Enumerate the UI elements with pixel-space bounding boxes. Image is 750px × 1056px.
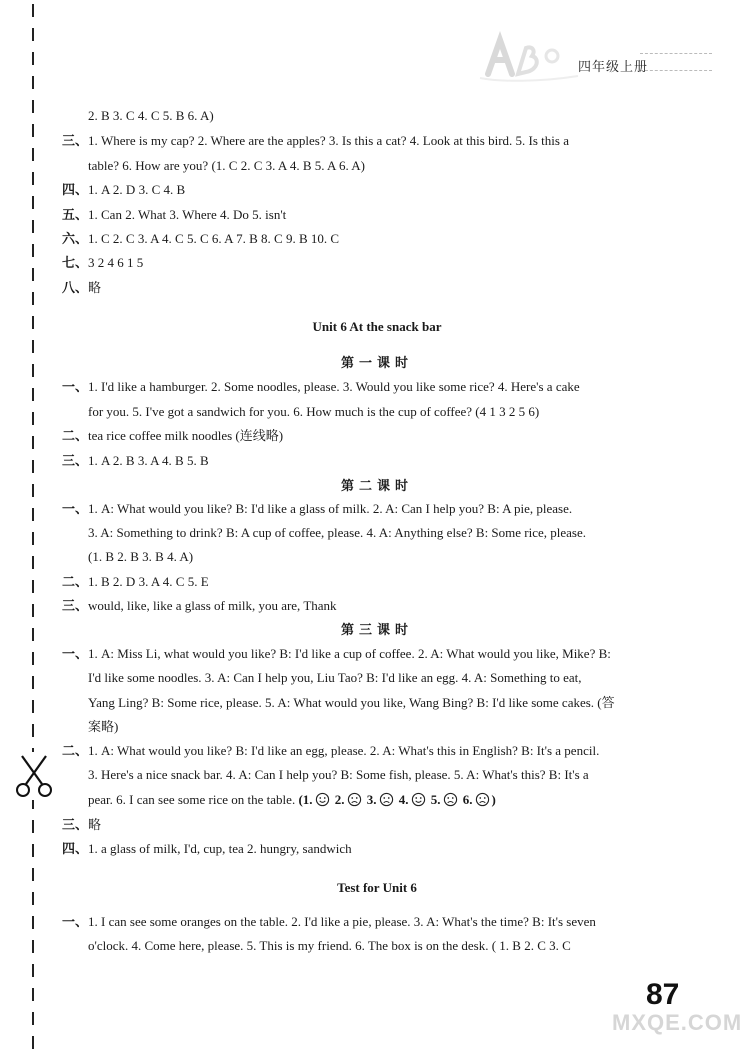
answer-line: pear. 6. I can see some rice on the table. (1. 2. 3. 4. 5. 6. ) (88, 792, 496, 807)
answer-line: 三、略 (62, 817, 102, 832)
answer-line: 一、1. A: What would you like? B: I'd like a glass of milk. 2. A: Can I help you? B: A pie, please. (62, 501, 573, 516)
answer-line: 一、1. I can see some oranges on the table. 2. I'd like a pie, please. 3. A: What's the time? B: It's seven (62, 914, 596, 929)
grade-label: 四年级上册 (578, 59, 649, 74)
header-decoration (470, 30, 580, 86)
answer-line: 二、1. B 2. D 3. A 4. C 5. E (62, 574, 209, 589)
answer-line: 二、1. A: What would you like? B: I'd like an egg, please. 2. A: What's this in English? B: It's a pencil. (62, 743, 600, 758)
answer-line: table? 6. How are you? (1. C 2. C 3. A 4. B 5. A 6. A) (88, 158, 365, 173)
answer-line: 七、3 2 4 6 1 5 (62, 255, 144, 270)
answer-line: 三、1. Where is my cap? 2. Where are the apples? 3. Is this a cat? 4. Look at this bird. 5. Is this a (62, 133, 569, 148)
answer-line: 二、tea rice coffee milk noodles (连线略) (62, 428, 284, 443)
answer-line: o'clock. 4. Come here, please. 5. This is my friend. 6. The box is on the desk. ( 1. B 2. C 3. C (88, 938, 571, 953)
sad-face-icon (347, 792, 362, 807)
answer-line: 三、would, like, like a glass of milk, you are, Thank (62, 598, 337, 613)
unit-heading: Unit 6 At the snack bar (312, 319, 442, 334)
lesson-heading: 第一课时 (340, 355, 413, 370)
answer-line: 3. Here's a nice snack bar. 4. A: Can I help you? B: Some fish, please. 5. A: What's this? B: It's a (88, 767, 589, 782)
answer-line: 2. B 3. C 4. C 5. B 6. A) (88, 108, 214, 123)
answer-line: 案略) (88, 719, 119, 734)
answer-line: I'd like some noodles. 3. A: Can I help you, Liu Tao? B: I'd like an egg. 4. A: Something to eat, (88, 670, 582, 685)
answer-line: 一、1. A: Miss Li, what would you like? B: I'd like a cup of coffee. 2. A: What would you like, Mike? B: (62, 646, 611, 661)
smile-face-icon (411, 792, 426, 807)
lesson-heading: 第二课时 (340, 478, 413, 493)
answer-line: for you. 5. I've got a sandwich for you. 6. How much is the cup of coffee? (4 1 3 2 5 6) (88, 404, 540, 419)
page-number: 87 (646, 978, 680, 1011)
answer-line: 六、1. C 2. C 3. A 4. C 5. C 6. A 7. B 8. C 9. B 10. C (62, 231, 340, 246)
sad-face-icon (475, 792, 490, 807)
answer-line: 五、1. Can 2. What 3. Where 4. Do 5. isn't (62, 207, 287, 222)
scissors-icon (14, 752, 54, 800)
cut-line (28, 0, 38, 1056)
sad-face-icon (443, 792, 458, 807)
sad-face-icon (379, 792, 394, 807)
answer-line: 三、1. A 2. B 3. A 4. B 5. B (62, 453, 209, 468)
answer-line: Yang Ling? B: Some rice, please. 5. A: What would you like, Wang Bing? B: I'd like some cakes. (答 (88, 695, 615, 710)
answer-line: 八、略 (62, 280, 102, 295)
watermark: MXQE.COM (612, 1010, 743, 1035)
smile-face-icon (315, 792, 330, 807)
header-rule (640, 53, 712, 71)
answer-line: (1. B 2. B 3. B 4. A) (88, 549, 194, 564)
answer-line: 四、1. A 2. D 3. C 4. B (62, 182, 186, 197)
answer-line: 3. A: Something to drink? B: A cup of coffee, please. 4. A: Anything else? B: Some rice, please. (88, 525, 587, 540)
answer-line: 四、1. a glass of milk, I'd, cup, tea 2. hungry, sandwich (62, 841, 352, 856)
answer-line: 一、1. I'd like a hamburger. 2. Some noodles, please. 3. Would you like some rice? 4. Here's a cake (62, 379, 580, 394)
test-heading: Test for Unit 6 (337, 880, 417, 895)
lesson-heading: 第三课时 (340, 622, 413, 637)
